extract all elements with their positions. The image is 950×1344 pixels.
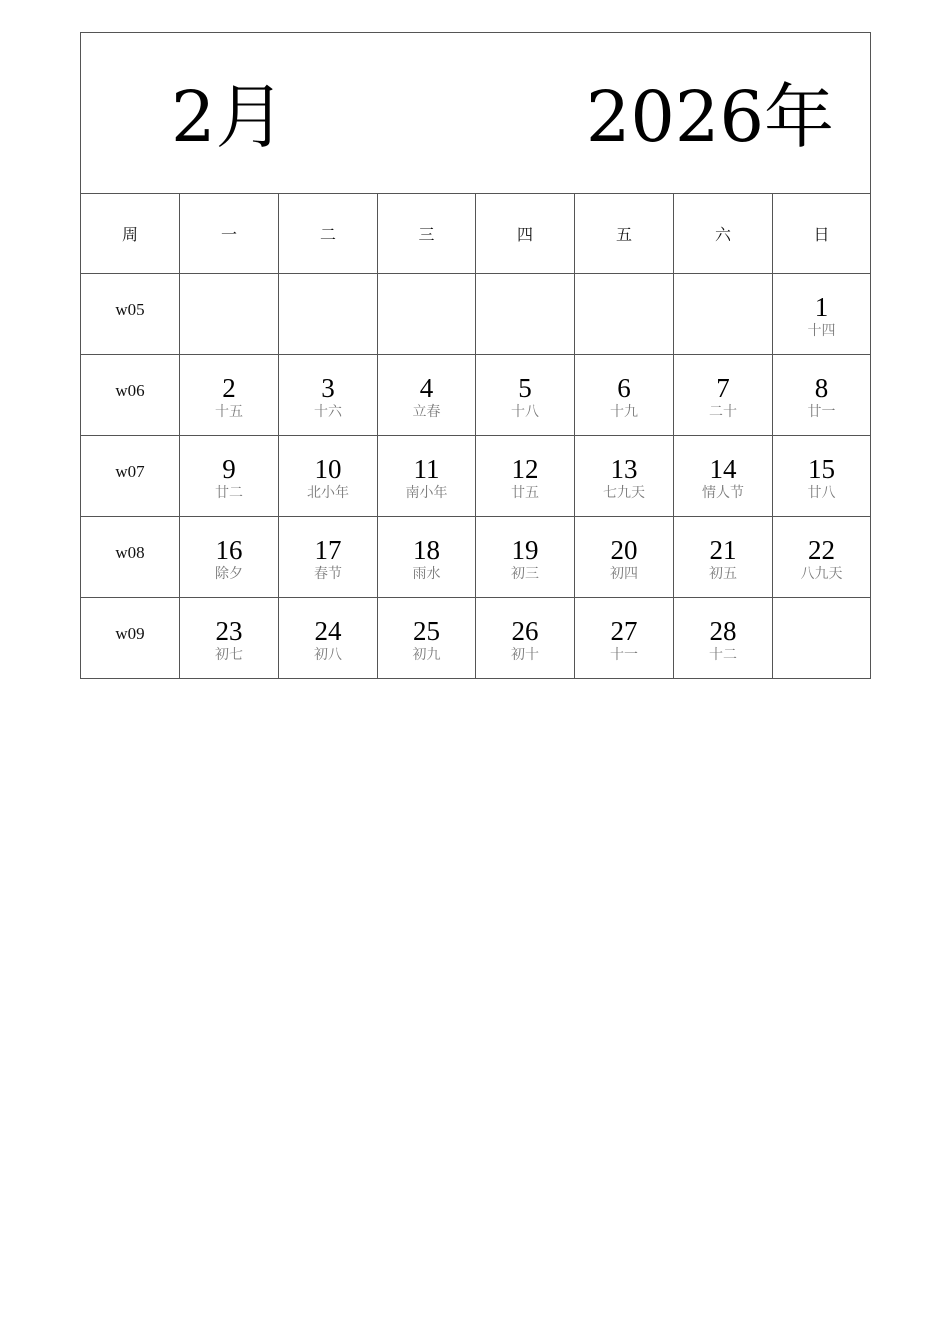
day-cell	[279, 517, 378, 598]
day-number: 11	[413, 454, 440, 484]
day-number: 27	[610, 616, 638, 646]
week-number: w05	[115, 300, 145, 319]
day-number: 14	[709, 454, 737, 484]
lunar-date: 情人节	[702, 485, 744, 501]
week-number-cell	[81, 274, 180, 355]
day-number: 28	[709, 616, 737, 646]
day-cell	[674, 517, 773, 598]
calendar-header	[81, 33, 871, 194]
weekday-thursday: 四	[476, 194, 575, 274]
day-cell	[378, 355, 476, 436]
lunar-date: 初三	[511, 566, 539, 582]
day-number: 6	[617, 373, 631, 403]
day-number: 4	[419, 373, 434, 403]
day-cell	[180, 598, 279, 679]
day-number: 9	[222, 454, 236, 484]
lunar-date: 十六	[314, 404, 342, 420]
day-number: 15	[808, 454, 835, 484]
lunar-date: 南小年	[405, 485, 448, 501]
day-cell	[674, 436, 773, 517]
week-number: w08	[115, 543, 145, 562]
weekday-saturday: 六	[674, 194, 773, 274]
day-number: 18	[413, 535, 440, 565]
weekday-week-column: 周	[81, 194, 180, 274]
lunar-date: 十五	[215, 404, 243, 420]
day-cell	[773, 517, 871, 598]
day-cell	[773, 274, 871, 355]
week-row	[81, 274, 871, 355]
weekday-friday: 五	[575, 194, 674, 274]
day-cell	[773, 355, 871, 436]
lunar-date: 北小年	[307, 485, 349, 501]
day-number: 10	[314, 454, 342, 484]
day-cell	[575, 355, 674, 436]
weekday-monday: 一	[180, 194, 279, 274]
day-cell	[378, 274, 476, 355]
day-cell	[575, 274, 674, 355]
lunar-date: 廿八	[807, 485, 836, 501]
lunar-date: 春节	[314, 566, 342, 582]
day-number: 26	[511, 616, 539, 646]
lunar-date: 十四	[807, 323, 836, 339]
year-title: 2026年	[585, 76, 834, 158]
day-number: 2	[222, 373, 236, 403]
week-number-cell	[81, 598, 180, 679]
day-number: 25	[413, 616, 440, 646]
week-number-cell	[81, 436, 180, 517]
lunar-date: 十二	[709, 647, 737, 663]
day-cell	[378, 517, 476, 598]
day-number: 19	[511, 535, 539, 565]
lunar-date: 雨水	[412, 566, 441, 582]
day-cell	[575, 598, 674, 679]
day-cell	[180, 436, 279, 517]
day-cell	[674, 355, 773, 436]
lunar-date: 十九	[610, 404, 638, 420]
weekday-header-row	[81, 194, 871, 274]
weekday-sunday: 日	[773, 194, 871, 274]
lunar-date: 八九天	[800, 566, 843, 582]
lunar-date: 初七	[215, 647, 243, 663]
day-cell	[575, 436, 674, 517]
lunar-date: 廿一	[807, 404, 836, 420]
day-cell	[180, 517, 279, 598]
day-cell	[575, 517, 674, 598]
week-number: w06	[115, 381, 145, 400]
day-number: 17	[314, 535, 342, 565]
day-number: 1	[814, 292, 829, 322]
lunar-date: 初八	[314, 647, 342, 663]
day-cell	[476, 598, 575, 679]
day-cell	[476, 436, 575, 517]
day-cell	[773, 436, 871, 517]
day-number: 3	[321, 373, 335, 403]
week-number: w09	[115, 624, 145, 643]
day-cell	[279, 274, 378, 355]
day-number: 12	[511, 454, 539, 484]
day-number: 13	[610, 454, 638, 484]
day-cell	[378, 598, 476, 679]
lunar-date: 七九天	[603, 485, 645, 501]
week-row	[81, 598, 871, 679]
day-cell	[476, 274, 575, 355]
day-cell	[674, 274, 773, 355]
week-number: w07	[115, 462, 145, 481]
day-number: 8	[814, 373, 829, 403]
day-number: 20	[610, 535, 638, 565]
calendar-header-row	[81, 33, 871, 194]
lunar-date: 初十	[511, 647, 539, 663]
week-row	[81, 355, 871, 436]
week-number-cell	[81, 517, 180, 598]
week-row	[81, 436, 871, 517]
month-title: 2月	[171, 76, 286, 158]
day-cell	[180, 274, 279, 355]
day-number: 24	[314, 616, 342, 646]
week-row	[81, 517, 871, 598]
day-number: 23	[215, 616, 243, 646]
day-number: 22	[808, 535, 835, 565]
day-cell	[279, 355, 378, 436]
lunar-date: 初四	[610, 566, 638, 582]
day-number: 7	[716, 373, 730, 403]
day-cell	[180, 355, 279, 436]
day-cell	[476, 355, 575, 436]
lunar-date: 二十	[709, 404, 737, 420]
lunar-date: 廿五	[511, 485, 539, 501]
day-number: 5	[518, 373, 532, 403]
lunar-date: 廿二	[215, 485, 243, 501]
lunar-date: 初五	[709, 566, 737, 582]
day-cell	[279, 598, 378, 679]
day-cell	[378, 436, 476, 517]
calendar-table	[80, 32, 871, 679]
lunar-date: 立春	[412, 404, 441, 420]
day-cell	[773, 598, 871, 679]
day-cell	[476, 517, 575, 598]
day-cell	[279, 436, 378, 517]
day-number: 21	[709, 535, 737, 565]
lunar-date: 十一	[610, 647, 638, 663]
week-number-cell	[81, 355, 180, 436]
weekday-tuesday: 二	[279, 194, 378, 274]
day-cell	[674, 598, 773, 679]
weekday-wednesday: 三	[378, 194, 476, 274]
day-number: 16	[215, 535, 243, 565]
lunar-date: 十八	[511, 404, 539, 420]
lunar-date: 除夕	[215, 566, 243, 582]
lunar-date: 初九	[412, 647, 441, 663]
